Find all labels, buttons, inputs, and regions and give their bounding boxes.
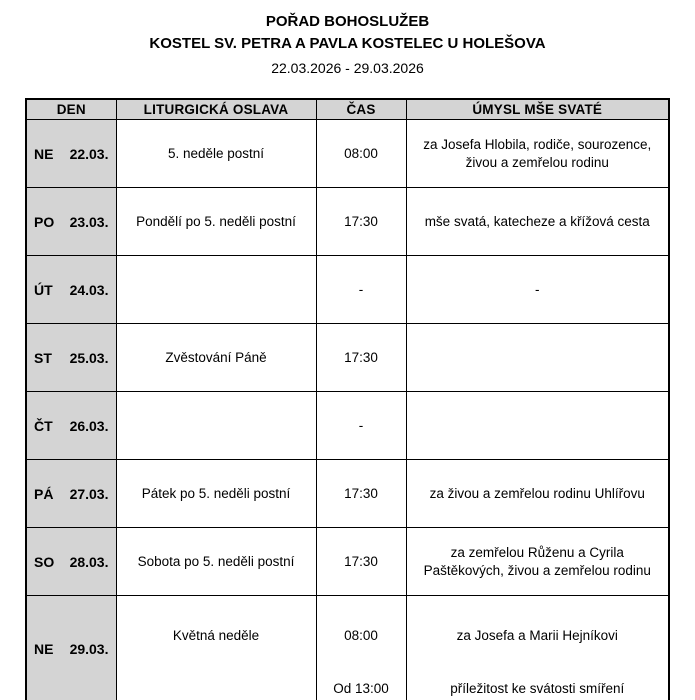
intention-cell	[406, 392, 669, 460]
celebration-text: Květná neděle	[172, 628, 260, 644]
page-title: POŘAD BOHOSLUŽEB	[265, 13, 430, 30]
column-header-umysl: ÚMYSL MŠE SVATÉ	[406, 99, 669, 120]
schedule-table	[25, 98, 670, 700]
column-header-liturgicka-oslava: LITURGICKÁ OSLAVA	[116, 99, 316, 120]
date-label: 28.03.	[69, 553, 109, 570]
celebration-cell: Pátek po 5. neděli postní	[116, 460, 316, 528]
day-label: ST	[34, 349, 52, 366]
intention-cell: mše svatá, katecheze a křížová cesta	[406, 188, 669, 256]
day-label: NE	[34, 145, 54, 162]
intention-cell: -	[406, 256, 669, 324]
time-cell: -	[316, 392, 406, 460]
intention-cell: za zemřelou Růženu a Cyrila Paštěkových, živou a zemřelou rodinu	[406, 528, 669, 596]
day-cell	[26, 392, 116, 460]
page-header	[0, 0, 695, 77]
table-row	[26, 392, 669, 460]
time-cell	[316, 596, 406, 700]
date-label: 26.03.	[69, 417, 109, 434]
table-row	[26, 120, 669, 188]
day-label: SO	[34, 553, 55, 570]
table-row	[26, 460, 669, 528]
time-cell: 17:30	[316, 460, 406, 528]
day-cell	[26, 324, 116, 392]
celebration-cell	[116, 596, 316, 700]
column-header-den: DEN	[26, 99, 116, 120]
time-cell: 17:30	[316, 188, 406, 256]
time-cell: 17:30	[316, 528, 406, 596]
intention-cell: za Josefa Hlobila, rodiče, sourozence, živou a zemřelou rodinu	[406, 120, 669, 188]
table-row	[26, 528, 669, 596]
table-row	[26, 324, 669, 392]
day-cell	[26, 528, 116, 596]
table-row	[26, 256, 669, 324]
day-label: ČT	[34, 417, 53, 434]
intention-cell: za živou a zemřelou rodinu Uhlířovu	[406, 460, 669, 528]
date-label: 27.03.	[69, 485, 109, 502]
date-range: 22.03.2026 - 29.03.2026	[271, 59, 424, 76]
intention-second: příležitost ke svátosti smíření	[450, 681, 625, 697]
celebration-cell: Pondělí po 5. neděli postní	[116, 188, 316, 256]
date-label: 24.03.	[69, 281, 109, 298]
page-subtitle: KOSTEL SV. PETRA A PAVLA KOSTELEC U HOLEŠOVA	[149, 34, 546, 52]
table-row	[26, 596, 669, 700]
day-cell	[26, 188, 116, 256]
table-row	[26, 188, 669, 256]
date-label: 23.03.	[69, 213, 109, 230]
time-cell: -	[316, 256, 406, 324]
day-label: PO	[34, 213, 55, 230]
day-label: ÚT	[34, 281, 53, 298]
celebration-cell	[116, 392, 316, 460]
time-second: Od 13:00	[333, 681, 389, 697]
day-label: NE	[34, 641, 54, 658]
day-cell	[26, 120, 116, 188]
date-label: 25.03.	[69, 349, 109, 366]
celebration-cell: 5. neděle postní	[116, 120, 316, 188]
time-first: 08:00	[344, 628, 378, 644]
date-label: 22.03.	[69, 145, 109, 162]
time-cell: 17:30	[316, 324, 406, 392]
time-cell: 08:00	[316, 120, 406, 188]
celebration-cell: Zvěstování Páně	[116, 324, 316, 392]
day-cell	[26, 596, 116, 700]
day-cell	[26, 256, 116, 324]
date-label: 29.03.	[69, 641, 109, 658]
intention-cell	[406, 324, 669, 392]
intention-first: za Josefa a Marii Hejníkovi	[456, 628, 618, 644]
day-cell	[26, 460, 116, 528]
intention-cell	[406, 596, 669, 700]
column-header-cas: ČAS	[316, 99, 406, 120]
celebration-cell: Sobota po 5. neděli postní	[116, 528, 316, 596]
header-row	[26, 99, 669, 120]
day-label: PÁ	[34, 485, 54, 502]
celebration-cell	[116, 256, 316, 324]
